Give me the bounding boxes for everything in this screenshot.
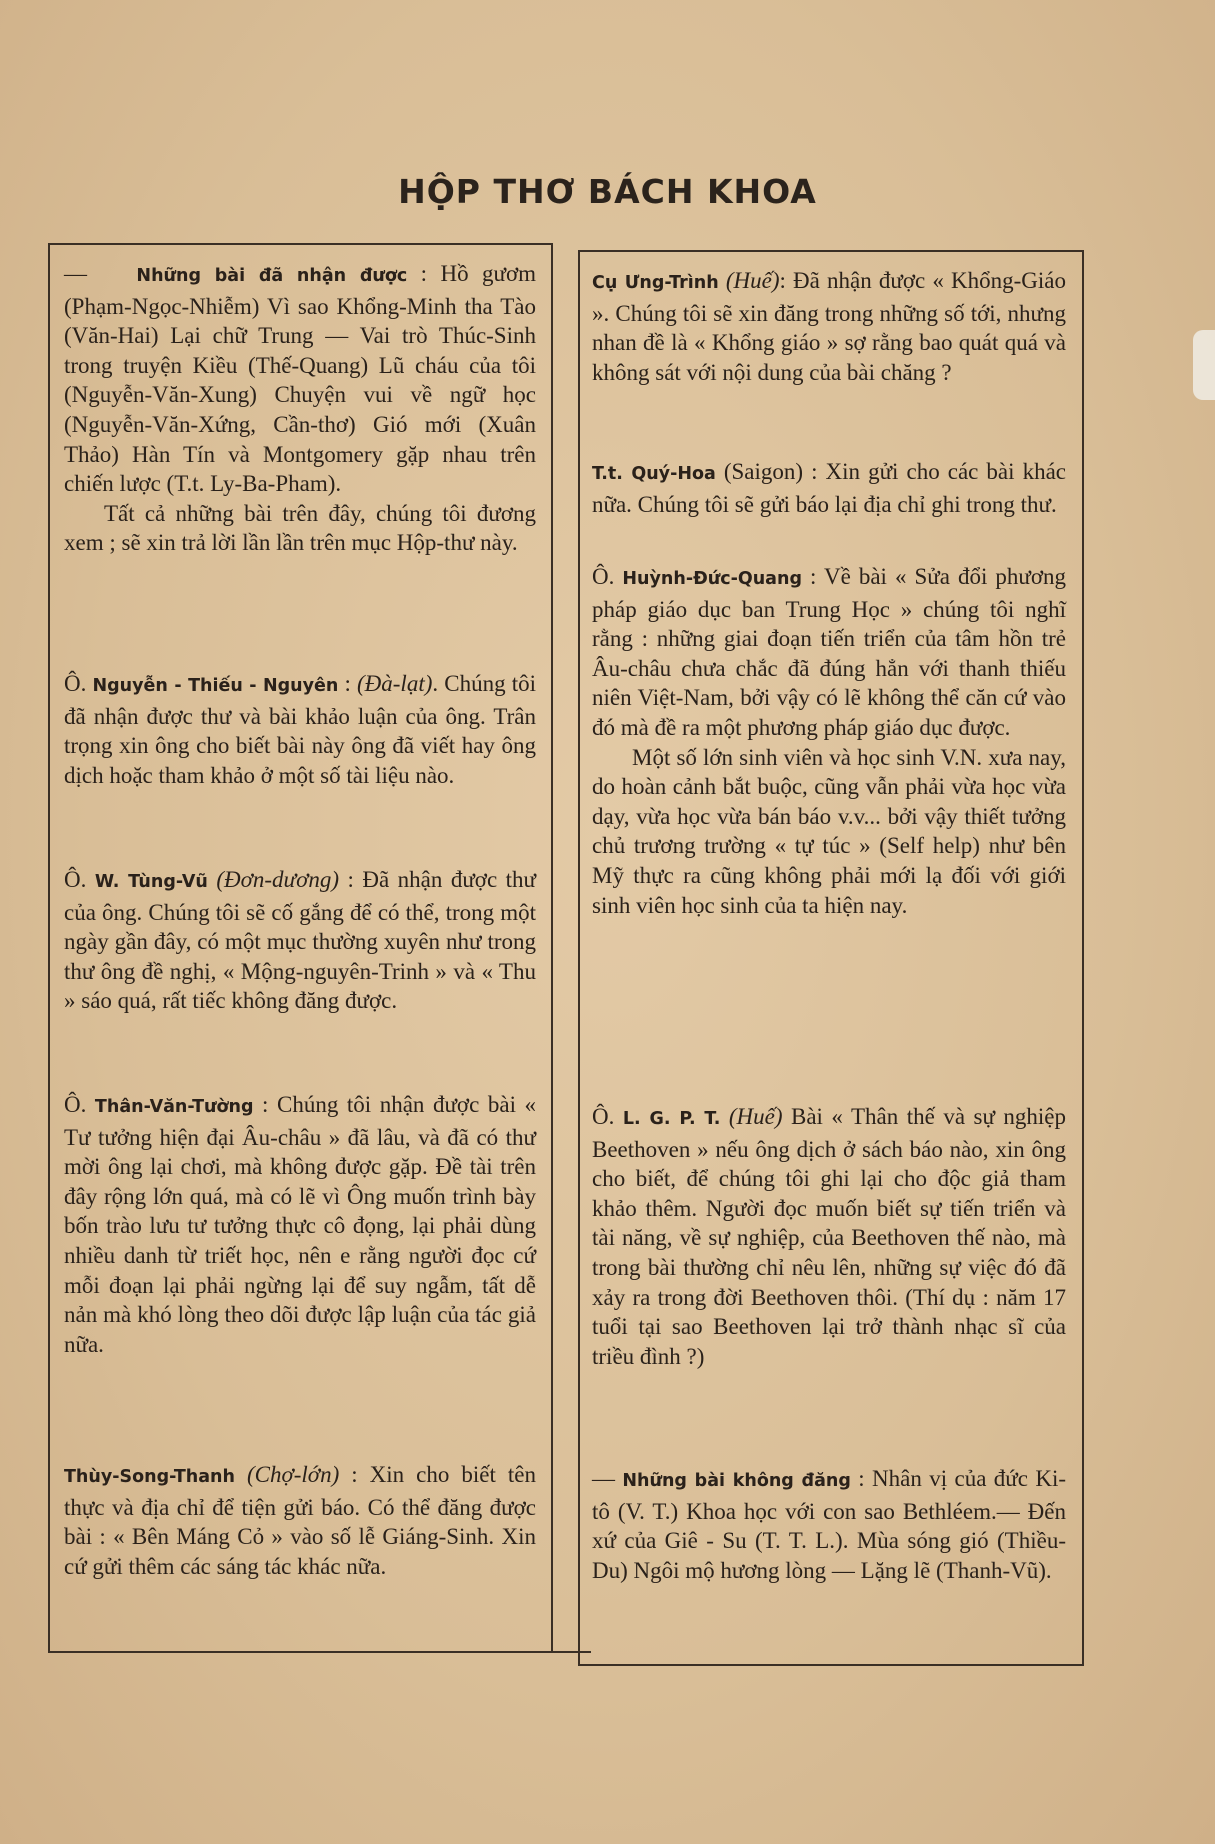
entry-heading: L. G. P. T. xyxy=(622,1109,721,1129)
entry-quy-hoa xyxy=(592,457,1066,519)
entry-heading: Thùy-Song-Thanh xyxy=(64,1467,235,1487)
entry-paragraph: Một số lớn sinh viên và học sinh V.N. xưa nay, do hoàn cảnh bắt buộc, cũng vẫn phải vừa học vừa dạy, vừa học vừa bán báo v.v... bởi vậy thiết tưởng chủ trương trường « tự túc » (Self help) như bên Mỹ thực ra cũng không phải mới lạ đối với giới sinh viên học sinh của ta hiện nay. xyxy=(592,744,1066,918)
entry-separator: : xyxy=(801,564,824,589)
entry-text: : Đã nhận được « Khổng-Giáo ». Chúng tôi sẽ xin đăng trong những số tới, nhưng nhan đề là « Khổng giáo » sợ rằng bao quát quá và không sát với nội dung của bài chăng ? xyxy=(592,268,1067,385)
entry-separator xyxy=(719,268,726,293)
entry-text: Hồ gươm (Phạm-Ngọc-Nhiễm) Vì sao Khổng-Minh tha Tào (Văn-Hai) Lại chữ Trung — Vai trò Thúc-Sinh trong truyện Kiều (Thế-Quang) Lũ cháu của tôi (Nguyễn-Văn-Xung) Chuyện vui về ngữ học (Nguyễn-Văn-Xứng, Cần-thơ) Gió mới (Xuân Thảo) Hàn Tín và Montgomery gặp nhau trên chiến lược (T.t. Ly-Ba-Pham). xyxy=(64,261,536,497)
entry-place: (Chợ-lớn) xyxy=(246,1462,340,1487)
entry-nguyen-thieu-nguyen xyxy=(64,669,536,790)
entry-heading: T.t. Quý-Hoa xyxy=(592,464,716,484)
entry-heading: Thân-Văn-Tường xyxy=(94,1097,254,1117)
entry-heading: Những bài không đăng xyxy=(622,1471,851,1491)
entry-lead: — xyxy=(64,261,101,286)
entry-separator xyxy=(716,459,724,484)
entry-heading: Cụ Ưng-Trình xyxy=(592,273,719,293)
right-column xyxy=(578,250,1084,1666)
entry-paragraph: Tất cả những bài trên đây, chúng tôi đương xem ; sẽ xin trả lời lần lần trên mục Hộp-thư này. xyxy=(64,500,536,556)
left-column xyxy=(48,243,553,1653)
entry-text: : Xin cho biết tên thực và địa chỉ để tiện gửi báo. Có thể đăng được bài : « Bên Máng Cỏ » vào số lễ Giáng-Sinh. Xin cứ gửi thêm các sáng tác khác nữa. xyxy=(64,1462,536,1579)
entry-text: Bài « Thân thế và sự nghiệp Beethoven » nếu ông dịch ở sách báo nào, xin ông cho biết, để chúng tôi ghi lại cho độc giả tham khảo thêm. Người đọc muốn biết sự tiến triển và tài năng, về sự nghiệp, của Beethoven thế nào, mà trong bài thường chỉ nêu lên, những sự việc đó đã xảy ra trong đời Beethoven thôi. (Thí dụ : năm 17 tuổi tại sao Beethoven lại trở thành nhạc sĩ của triều đình ?) xyxy=(592,1104,1067,1369)
entry-lgpt xyxy=(592,1102,1066,1371)
entry-huynh-duc-quang xyxy=(592,562,1066,920)
entry-separator: : xyxy=(850,1466,873,1491)
entry-text: (Saigon) : Xin gửi cho các bài khác nữa. Chúng tôi sẽ gửi báo lại địa chỉ ghi trong thư. xyxy=(592,459,1066,517)
entry-separator: : xyxy=(338,671,357,696)
entry-lead: Ô. xyxy=(64,867,95,892)
entry-separator xyxy=(235,1462,247,1487)
entry-received-articles xyxy=(64,259,536,558)
entry-separator: : xyxy=(407,261,441,286)
entry-lead: Ô. xyxy=(64,671,93,696)
entry-place: (Huế) xyxy=(728,1104,783,1129)
entry-separator xyxy=(720,1104,729,1129)
entry-than-van-tuong xyxy=(64,1090,536,1359)
paper-stain xyxy=(1193,330,1215,400)
entry-text: : Đã nhận được thư của ông. Chúng tôi sẽ cố gắng để có thể, trong một ngày gần đây, có một mục thường xuyên như trong thư ông đề nghị, « Mộng-nguyên-Trinh » và « Thu » sáo quá, rất tiếc không đăng được. xyxy=(64,867,536,1014)
entry-lead: Ô. xyxy=(592,1104,623,1129)
entry-lead: Ô. xyxy=(592,564,623,589)
entry-text: . Chúng tôi đã nhận được thư và bài khảo luận của ông. Trân trọng xin ông cho biết bài này ông đã viết hay ông dịch hoặc tham khảo ở một số tài liệu nào. xyxy=(64,671,536,788)
entry-thuy-song-thanh xyxy=(64,1460,536,1581)
entry-heading: W. Tùng-Vũ xyxy=(94,872,208,892)
entry-text: Chúng tôi nhận được bài « Tư tưởng hiện đại Âu-châu » đã lâu, và đã có thư mời ông lại chơi, mà không được gặp. Đề tài trên đây rộng lớn quá, mà có lẽ vì Ông muốn trình bày bốn trào lưu tư tưởng thực cô đọng, lại phải dùng nhiều danh từ triết học, nên e rằng người đọc cứ mỗi đoạn lại phải ngừng lại để suy ngẫm, tất dễ nản mà khó lòng theo dõi được lập luận của tác giả nữa. xyxy=(64,1092,537,1357)
entry-place: (Đà-lạt) xyxy=(357,671,433,696)
entry-heading: Những bài đã nhận được xyxy=(136,266,408,286)
entry-heading: Nguyễn - Thiếu - Nguyên xyxy=(92,676,339,696)
entry-place: (Đơn-dương) xyxy=(216,867,340,892)
entry-place: (Huế) xyxy=(725,268,780,293)
entry-not-published xyxy=(592,1464,1066,1585)
entry-tung-vu xyxy=(64,865,536,1016)
entry-text: Nhân vị của đức Ki-tô (V. T.) Khoa học với con sao Bethléem.— Đến xứ của Giê - Su (T. T. L.). Mùa sóng gió (Thiều-Du) Ngôi mộ hương lòng — Lặng lẽ (Thanh-Vũ). xyxy=(592,1466,1067,1583)
entry-text: Về bài « Sửa đổi phương pháp giáo dục ban Trung Học » chúng tôi nghĩ rằng : những giai đoạn tiến triển của tâm hồn trẻ Âu-châu chưa chắc đã đúng hẳn với thanh thiếu niên Việt-Nam, bởi vậy có lẽ không thể căn cứ vào đó mà đề ra một phương pháp giáo dục được. xyxy=(592,564,1066,740)
entry-separator: : xyxy=(253,1092,277,1117)
entry-lead: — xyxy=(592,1466,623,1491)
entry-ung-trinh xyxy=(592,266,1066,387)
page-title: HỘP THƠ BÁCH KHOA xyxy=(398,172,817,211)
entry-lead: Ô. xyxy=(64,1092,95,1117)
entry-heading: Huỳnh-Đức-Quang xyxy=(622,569,802,589)
